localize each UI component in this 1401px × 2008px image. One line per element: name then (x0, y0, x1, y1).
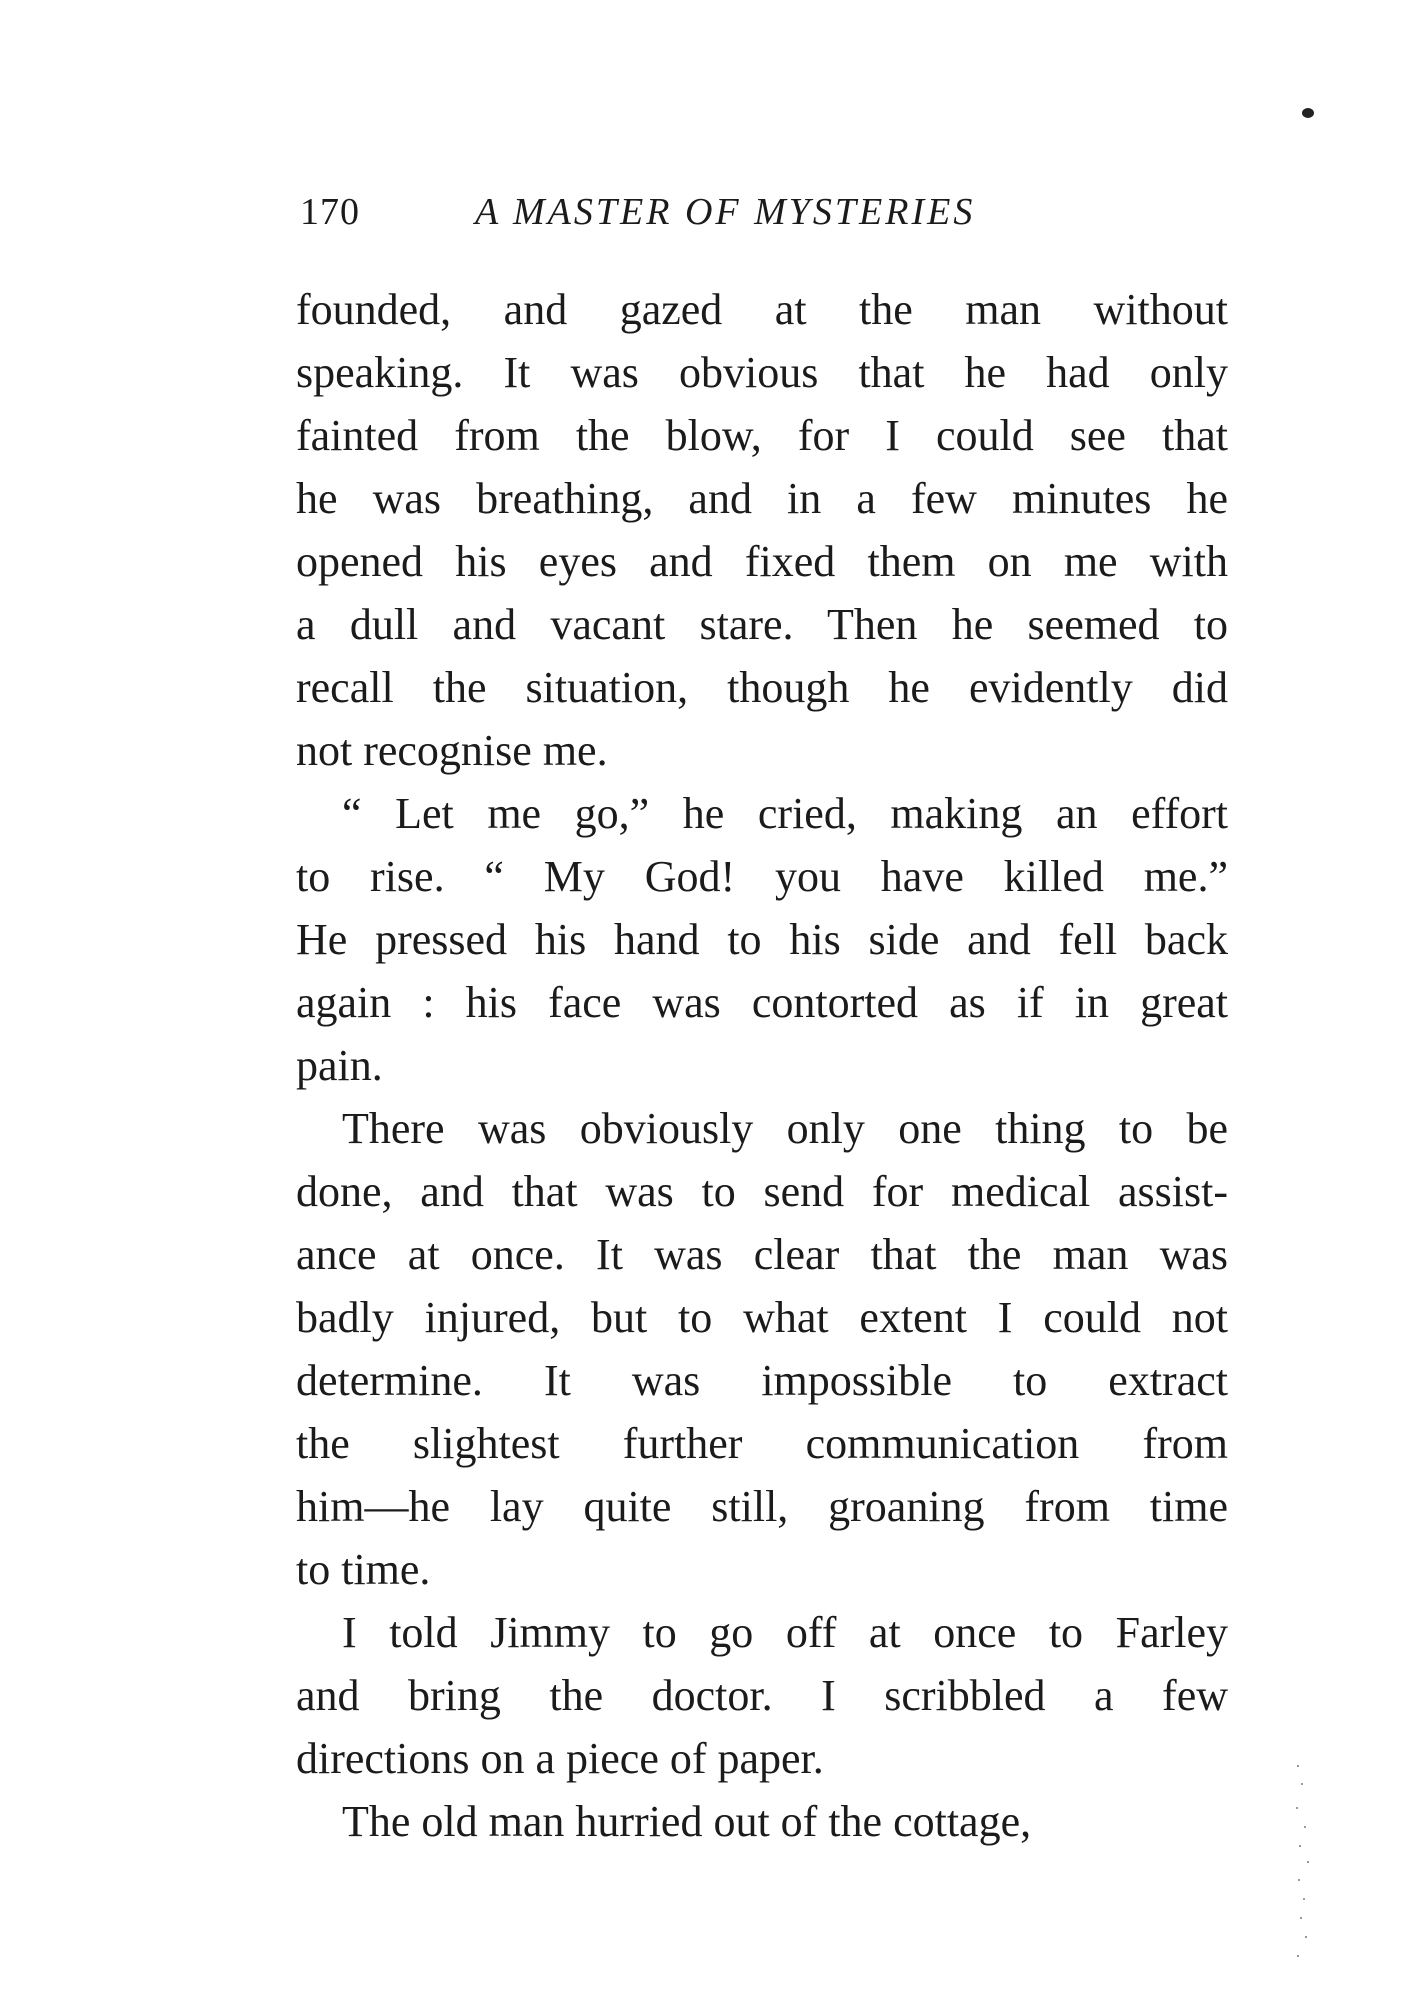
text-line: speaking. It was obvious that he had only (296, 348, 1228, 397)
text-line: to time. (296, 1545, 431, 1594)
text-line: fainted from the blow, for I could see that (296, 411, 1228, 460)
text-line: a dull and vacant stare. Then he seemed to (296, 600, 1228, 649)
text-line: him—he lay quite still, groaning from time (296, 1482, 1228, 1531)
text-line: The old man hurried out of the cottage, (342, 1797, 1032, 1846)
text-line: determine. It was impossible to extract (296, 1356, 1228, 1405)
running-head (300, 190, 1060, 250)
text-line: I told Jimmy to go off at once to Farley (342, 1608, 1228, 1657)
text-line: he was breathing, and in a few minutes he (296, 474, 1228, 523)
text-line: ance at once. It was clear that the man was (296, 1230, 1228, 1279)
text-line: pain. (296, 1041, 383, 1090)
text-line: the slightest further communication from (296, 1419, 1228, 1468)
text-line: badly injured, but to what extent I could not (296, 1293, 1228, 1342)
page-number: 170 (300, 191, 360, 233)
text-line: and bring the doctor. I scribbled a few (296, 1671, 1228, 1720)
text-line: There was obviously only one thing to be (342, 1104, 1228, 1153)
page-text (296, 278, 1228, 1853)
text-line: opened his eyes and fixed them on me with (296, 537, 1228, 586)
running-title: A MASTER OF MYSTERIES (475, 191, 976, 233)
scan-edge-noise (1295, 1765, 1315, 1965)
text-line: He pressed his hand to his side and fell back (296, 915, 1228, 964)
ink-speck (1302, 108, 1314, 118)
text-line: “ Let me go,” he cried, making an effort (342, 789, 1228, 838)
text-line: not recognise me. (296, 726, 608, 775)
text-line: recall the situation, though he evidently did (296, 663, 1228, 712)
text-line: done, and that was to send for medical assist- (296, 1167, 1228, 1216)
text-line: founded, and gazed at the man without (296, 285, 1228, 334)
text-line: to rise. “ My God! you have killed me.” (296, 852, 1228, 901)
text-line: directions on a piece of paper. (296, 1734, 824, 1783)
text-line: again : his face was contorted as if in great (296, 978, 1228, 1027)
